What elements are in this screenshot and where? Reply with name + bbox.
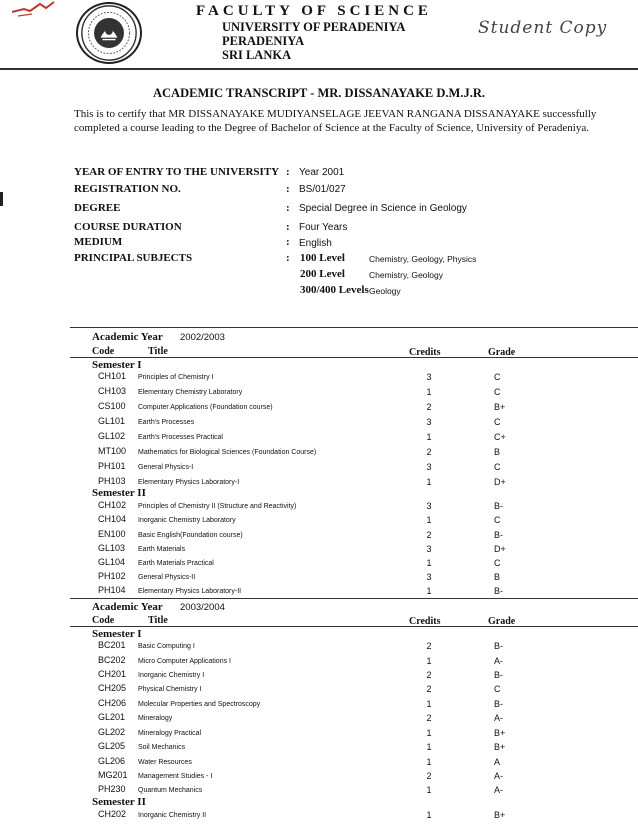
course-grade: C <box>494 462 501 472</box>
course-grade: B- <box>494 586 503 596</box>
course-title: Earth Materials Practical <box>138 560 214 567</box>
detail-value-medium: English <box>299 238 332 249</box>
course-grade: D+ <box>494 477 506 487</box>
country-name: SRI LANKA <box>222 48 292 62</box>
course-title: Earth's Processes Practical <box>138 434 223 441</box>
course-title: Molecular Properties and Spectroscopy <box>138 701 261 708</box>
pen-mark-icon <box>10 0 56 22</box>
detail-value-degree: Special Degree in Science in Geology <box>299 203 467 214</box>
semester-label: Semester I <box>92 628 142 640</box>
course-title: Water Resources <box>138 759 192 766</box>
course-title: Basic English(Foundation course) <box>138 532 243 539</box>
city-name: PERADENIYA <box>222 34 305 48</box>
document-title: ACADEMIC TRANSCRIPT - MR. DISSANAYAKE D.M.J.R. <box>153 86 485 100</box>
academic-year-value: 2002/2003 <box>180 332 225 343</box>
course-title: Soil Mechanics <box>138 744 186 751</box>
course-code: CH206 <box>98 698 127 708</box>
course-code: MG201 <box>98 770 128 780</box>
header-divider <box>0 68 638 70</box>
course-grade: C <box>494 515 501 525</box>
course-grade: B+ <box>494 810 506 820</box>
column-header-code: Code <box>92 615 115 626</box>
column-header-code: Code <box>92 346 115 357</box>
course-grade: C <box>494 417 501 427</box>
course-title: Mineralogy <box>138 715 173 722</box>
course-credits: 2 <box>426 641 432 651</box>
faculty-name: FACULTY OF SCIENCE <box>196 3 432 19</box>
course-code: CH102 <box>98 500 127 510</box>
course-code: PH103 <box>98 476 126 486</box>
detail-value-entry-year: Year 2001 <box>299 167 345 178</box>
course-title: Inorganic Chemistry I <box>138 672 205 679</box>
course-code: CH104 <box>98 514 127 524</box>
certification-text <box>74 107 604 135</box>
course-credits: 1 <box>426 477 432 487</box>
semester-label: Semester II <box>92 487 146 499</box>
detail-colon: : <box>286 252 290 264</box>
scan-mark <box>0 192 3 206</box>
subject-list: Chemistry, Geology, Physics <box>369 254 477 264</box>
column-header-grade: Grade <box>488 347 516 358</box>
column-header-credits: Credits <box>409 616 441 627</box>
course-credits: 3 <box>426 572 432 582</box>
course-credits: 1 <box>426 742 432 752</box>
column-header-title: Title <box>148 615 168 626</box>
course-code: PH230 <box>98 784 126 794</box>
course-title: Inorganic Chemistry II <box>138 812 207 819</box>
course-grade: B- <box>494 530 503 540</box>
course-grade: B- <box>494 641 503 651</box>
course-credits: 2 <box>426 684 432 694</box>
course-credits: 1 <box>426 757 432 767</box>
course-code: CH101 <box>98 371 127 381</box>
section-divider <box>70 327 638 328</box>
course-code: CS100 <box>98 401 126 411</box>
course-code: PH101 <box>98 461 126 471</box>
course-code: GL103 <box>98 543 126 553</box>
course-code: PH102 <box>98 571 126 581</box>
course-title: Basic Computing I <box>138 643 195 650</box>
detail-label-principal-subjects: PRINCIPAL SUBJECTS <box>74 252 193 264</box>
detail-colon: : <box>286 221 290 233</box>
course-credits: 2 <box>426 530 432 540</box>
course-title: Mathematics for Biological Sciences (Foundation Course) <box>138 449 317 456</box>
course-code: CH202 <box>98 809 127 819</box>
course-grade: B <box>494 447 501 457</box>
course-grade: B+ <box>494 402 506 412</box>
course-code: GL202 <box>98 727 126 737</box>
detail-label-medium: MEDIUM <box>74 236 123 248</box>
section-divider <box>70 598 638 599</box>
handwritten-note: Student Copy <box>478 18 608 38</box>
course-title: Mineralogy Practical <box>138 730 202 737</box>
course-grade: C <box>494 372 501 382</box>
university-name: UNIVERSITY OF PERADENIYA <box>222 20 406 34</box>
course-grade: A- <box>494 785 503 795</box>
course-code: GL104 <box>98 557 126 567</box>
subject-level: 200 Level <box>300 268 345 280</box>
course-code: GL201 <box>98 712 126 722</box>
course-credits: 3 <box>426 372 432 382</box>
course-title: Micro Computer Applications I <box>138 658 231 665</box>
course-title: Elementary Chemistry Laboratory <box>138 389 243 396</box>
course-credits: 1 <box>426 586 432 596</box>
detail-label-registration: REGISTRATION NO. <box>74 183 181 195</box>
course-title: Quantum Mechanics <box>138 787 203 794</box>
column-header-title: Title <box>148 346 168 357</box>
subject-list: Geology <box>369 286 401 296</box>
detail-value-registration: BS/01/027 <box>299 184 346 195</box>
course-credits: 1 <box>426 785 432 795</box>
detail-label-entry-year: YEAR OF ENTRY TO THE UNIVERSITY <box>74 166 280 178</box>
semester-label: Semester I <box>92 359 142 371</box>
header-underline <box>70 357 638 358</box>
course-title: Principles of Chemistry II (Structure and Reactivity) <box>138 503 297 510</box>
course-title: Inorganic Chemistry Laboratory <box>138 517 236 524</box>
course-code: EN100 <box>98 529 126 539</box>
course-title: Earth Materials <box>138 546 186 553</box>
course-title: Computer Applications (Foundation course) <box>138 404 273 411</box>
detail-colon: : <box>286 166 290 178</box>
course-grade: A- <box>494 771 503 781</box>
course-credits: 1 <box>426 810 432 820</box>
column-header-credits: Credits <box>409 347 441 358</box>
course-grade: A- <box>494 713 503 723</box>
course-title: General Physics-II <box>138 574 196 581</box>
header-underline <box>70 626 638 627</box>
course-grade: B <box>494 572 501 582</box>
course-title: Elementary Physics Laboratory-I <box>138 479 240 486</box>
detail-colon: : <box>286 236 290 248</box>
column-header-grade: Grade <box>488 616 516 627</box>
course-code: GL206 <box>98 756 126 766</box>
course-grade: B- <box>494 699 503 709</box>
course-grade: D+ <box>494 544 506 554</box>
course-code: BC201 <box>98 640 126 650</box>
course-credits: 2 <box>426 447 432 457</box>
academic-year-label: Academic Year <box>92 601 163 613</box>
course-credits: 2 <box>426 402 432 412</box>
course-title: Principles of Chemistry I <box>138 374 214 381</box>
subject-level: 100 Level <box>300 252 345 264</box>
detail-label-duration: COURSE DURATION <box>74 221 182 233</box>
course-credits: 1 <box>426 387 432 397</box>
course-credits: 3 <box>426 462 432 472</box>
course-code: CH201 <box>98 669 127 679</box>
certification-line: completed a course leading to the Degree of Bachelor of Science at the Faculty of Science, University of Peradeniya. <box>74 122 589 134</box>
course-grade: C <box>494 387 501 397</box>
detail-colon: : <box>286 202 290 214</box>
course-title: Management Studies - I <box>138 773 213 780</box>
detail-value-duration: Four Years <box>299 222 348 233</box>
course-grade: B- <box>494 501 503 511</box>
course-grade: A <box>494 757 501 767</box>
course-grade: C <box>494 558 501 568</box>
course-credits: 1 <box>426 699 432 709</box>
course-title: Earth's Processes <box>138 419 195 426</box>
course-code: MT100 <box>98 446 127 456</box>
subject-list: Chemistry, Geology <box>369 270 444 280</box>
course-credits: 2 <box>426 713 432 723</box>
certification-line: This is to certify that MR DISSANAYAKE MUDIYANSELAGE JEEVAN RANGANA DISSANAYAKE successfully <box>74 108 597 120</box>
course-grade: A- <box>494 656 503 666</box>
course-title: Elementary Physics Laboratory-II <box>138 588 242 595</box>
course-grade: C+ <box>494 432 506 442</box>
university-seal-icon <box>76 2 142 64</box>
course-credits: 3 <box>426 501 432 511</box>
semester-label: Semester II <box>92 796 146 808</box>
course-credits: 3 <box>426 544 432 554</box>
course-code: CH205 <box>98 683 127 693</box>
course-credits: 1 <box>426 656 432 666</box>
course-code: GL102 <box>98 431 126 441</box>
academic-year-label: Academic Year <box>92 331 163 343</box>
subject-level: 300/400 Levels <box>300 284 369 296</box>
course-code: GL101 <box>98 416 126 426</box>
detail-label-degree: DEGREE <box>74 202 121 214</box>
detail-colon: : <box>286 183 290 195</box>
course-credits: 2 <box>426 670 432 680</box>
course-grade: C <box>494 684 501 694</box>
course-credits: 1 <box>426 432 432 442</box>
course-grade: B+ <box>494 728 506 738</box>
academic-year-value: 2003/2004 <box>180 602 225 613</box>
course-grade: B- <box>494 670 503 680</box>
course-credits: 1 <box>426 558 432 568</box>
course-code: BC202 <box>98 655 126 665</box>
course-grade: B+ <box>494 742 506 752</box>
course-credits: 3 <box>426 417 432 427</box>
course-code: GL205 <box>98 741 126 751</box>
course-code: CH103 <box>98 386 127 396</box>
course-code: PH104 <box>98 585 126 595</box>
course-title: General Physics-I <box>138 464 194 471</box>
course-title: Physical Chemistry I <box>138 686 202 693</box>
course-credits: 1 <box>426 515 432 525</box>
course-credits: 2 <box>426 771 432 781</box>
course-credits: 1 <box>426 728 432 738</box>
